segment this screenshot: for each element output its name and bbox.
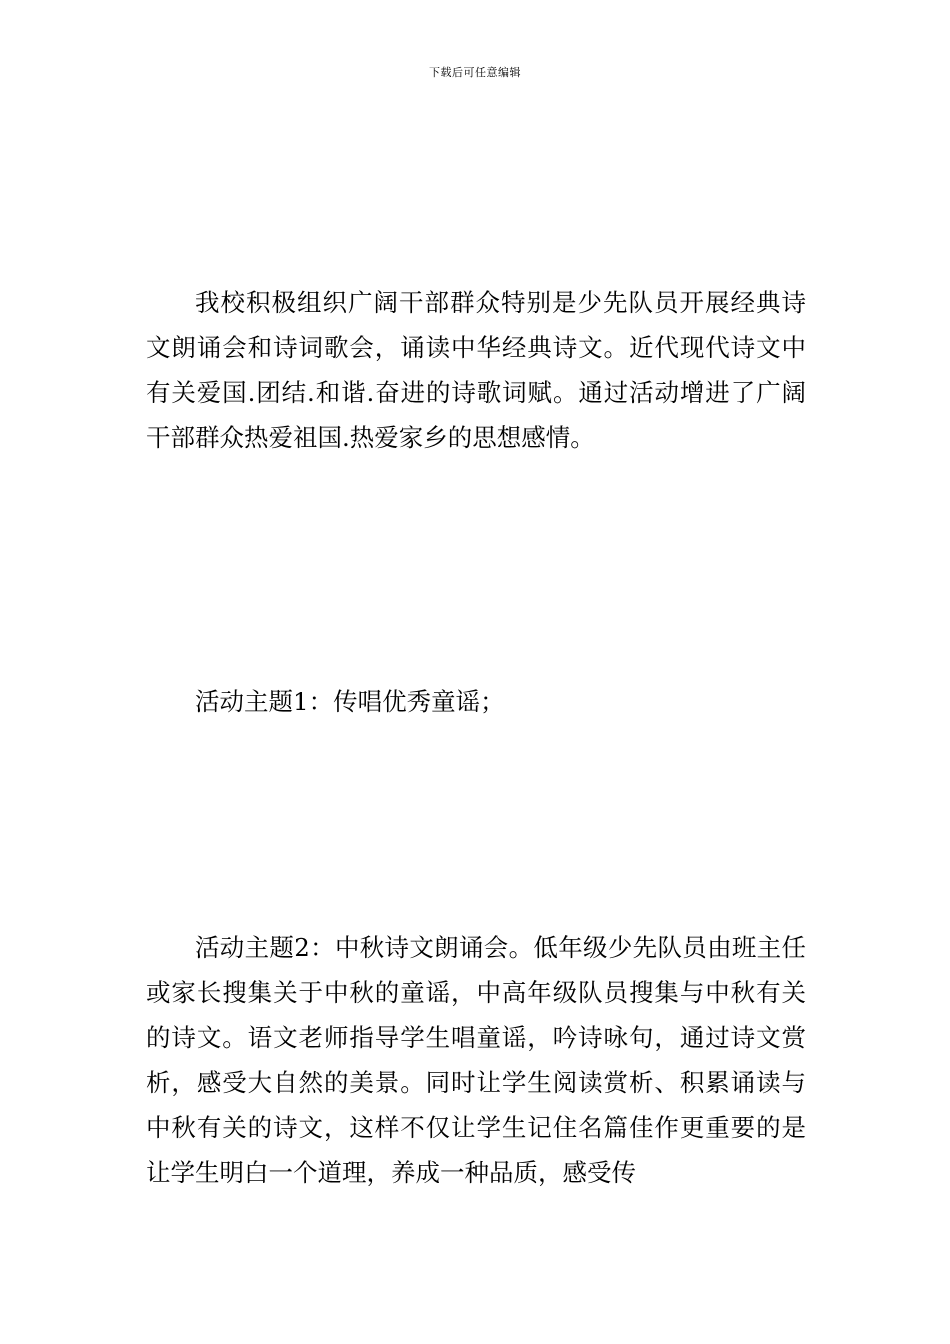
paragraph-activity-theme-1: 活动主题1：传唱优秀童谣； <box>195 687 505 716</box>
page-header-note: 下载后可任意编辑 <box>429 66 521 79</box>
paragraph-intro: 我校积极组织广阔干部群众特别是少先队员开展经典诗文朗诵会和诗词歌会，诵读中华经典诗文。近代现代诗文中有关爱国.团结.和谐.奋进的诗歌词赋。通过活动增进了广阔干部群众热爱祖国.热爱家乡的思想感情。 <box>146 288 806 452</box>
paragraph-activity-theme-2: 活动主题2：中秋诗文朗诵会。低年级少先队员由班主任或家长搜集关于中秋的童谣，中高年级队员搜集与中秋有关的诗文。语文老师指导学生唱童谣，吟诗咏句，通过诗文赏析，感受大自然的美景。同时让学生阅读赏析、积累诵读与中秋有关的诗文，这样不仅让学生记住名篇佳作更重要的是让学生明白一个道理，养成一种品质，感受传 <box>146 933 806 1187</box>
